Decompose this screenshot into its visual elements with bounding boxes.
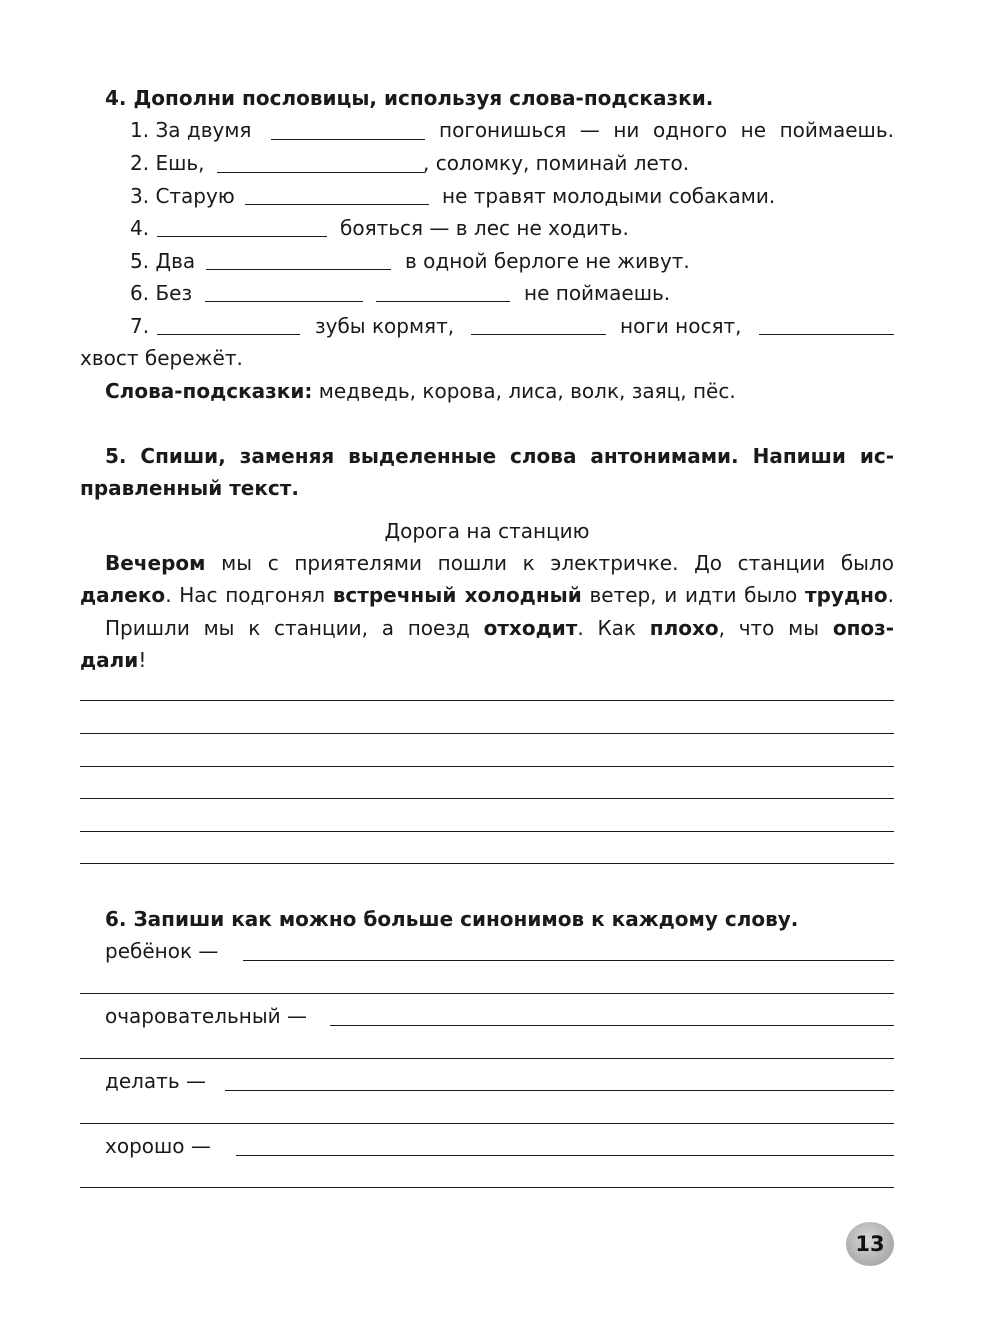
highlighted-word: Вечером	[105, 551, 206, 575]
story-text: Пришли мы к станции, а поезд	[105, 616, 470, 640]
hints-words: медведь, корова, лиса, волк, заяц, пёс.	[318, 379, 736, 403]
proverb-4-start: 4.	[130, 216, 150, 240]
proverb-2-end: , соломку, поминай лето.	[423, 151, 690, 175]
synonym-answer-line[interactable]	[225, 1090, 894, 1091]
synonym-word-1: ребёнок —	[105, 939, 219, 963]
proverb-1-start: 1. За двумя	[130, 118, 252, 142]
proverb-1-blank[interactable]	[271, 139, 425, 140]
synonym-word-2: очаровательный —	[105, 1004, 308, 1028]
synonym-answer-line[interactable]	[80, 1187, 894, 1188]
story-text: , что мы	[718, 616, 820, 640]
highlighted-word: трудно	[805, 583, 888, 607]
story-title: Дорога на станцию	[384, 519, 590, 543]
highlighted-word: далеко	[80, 583, 166, 607]
proverb-3-start: 3. Старую	[130, 184, 235, 208]
synonym-answer-line[interactable]	[80, 1123, 894, 1124]
writing-line[interactable]	[80, 733, 894, 734]
proverb-2-start: 2. Ешь,	[130, 151, 205, 175]
proverb-5-end: в одной берлоге не живут.	[405, 249, 690, 273]
proverb-5-blank[interactable]	[206, 269, 391, 270]
synonym-answer-line[interactable]	[330, 1025, 894, 1026]
synonym-answer-line[interactable]	[236, 1155, 894, 1156]
page-number-badge: 13	[846, 1222, 894, 1266]
story-text: . Нас подгонял	[165, 583, 326, 607]
proverb-4-blank[interactable]	[157, 236, 327, 237]
synonym-word-4: хорошо —	[105, 1134, 211, 1158]
highlighted-word: отходит	[483, 616, 578, 640]
writing-line[interactable]	[80, 863, 894, 864]
proverb-3-blank[interactable]	[245, 204, 429, 205]
proverb-7-blank-1[interactable]	[157, 334, 300, 335]
proverb-7-start: 7.	[130, 314, 150, 338]
proverb-6-start: 6. Без	[130, 281, 193, 305]
task5-heading-line2: правленный текст.	[80, 476, 299, 500]
proverb-7-blank-2[interactable]	[471, 334, 606, 335]
story-text: .	[887, 583, 895, 607]
hints-label: Слова-подсказки:	[105, 379, 313, 403]
synonym-answer-line[interactable]	[80, 1058, 894, 1059]
highlighted-word: опоз-	[832, 616, 895, 640]
proverb-6-blank-1[interactable]	[205, 301, 363, 302]
task6-heading: 6. Запиши как можно больше синонимов к каждому слову.	[105, 907, 799, 931]
highlighted-word: плохо	[649, 616, 719, 640]
proverb-1-end: погонишься — ни одного не поймаешь.	[439, 118, 894, 142]
synonym-word-3: делать —	[105, 1069, 206, 1093]
story-text: ветер, и идти было	[589, 583, 798, 607]
writing-line[interactable]	[80, 700, 894, 701]
proverb-7-end: хвост бережёт.	[80, 346, 243, 370]
story-line-4	[80, 648, 146, 672]
proverb-4-end: бояться — в лес не ходить.	[340, 216, 629, 240]
writing-line[interactable]	[80, 766, 894, 767]
proverb-7-blank-3[interactable]	[759, 334, 894, 335]
synonym-answer-line[interactable]	[80, 993, 894, 994]
proverb-5-start: 5. Два	[130, 249, 196, 273]
story-text: !	[138, 648, 147, 672]
story-line-1	[105, 551, 894, 575]
proverb-3-end: не травят молодыми собаками.	[442, 184, 776, 208]
task4-heading: 4. Дополни пословицы, используя слова-подсказки.	[105, 86, 714, 110]
hints-line	[105, 379, 736, 403]
proverb-6-end: не поймаешь.	[524, 281, 671, 305]
highlighted-word: встречный холодный	[332, 583, 582, 607]
story-line-2	[80, 583, 894, 607]
proverb-6-blank-2[interactable]	[376, 301, 510, 302]
synonym-answer-line[interactable]	[243, 960, 894, 961]
proverb-7-mid-1: зубы кормят,	[315, 314, 455, 338]
task5-heading-line1: 5. Спиши, заменяя выделенные слова антонимами. Напиши ис-	[105, 444, 894, 468]
writing-line[interactable]	[80, 831, 894, 832]
story-text: . Как	[577, 616, 636, 640]
story-line-3	[105, 616, 894, 640]
story-text: мы с приятелями пошли к электричке. До станции было	[221, 551, 894, 575]
proverb-2-blank[interactable]	[217, 172, 425, 173]
writing-line[interactable]	[80, 798, 894, 799]
highlighted-word: дали	[80, 648, 139, 672]
proverb-7-mid-2: ноги носят,	[620, 314, 742, 338]
